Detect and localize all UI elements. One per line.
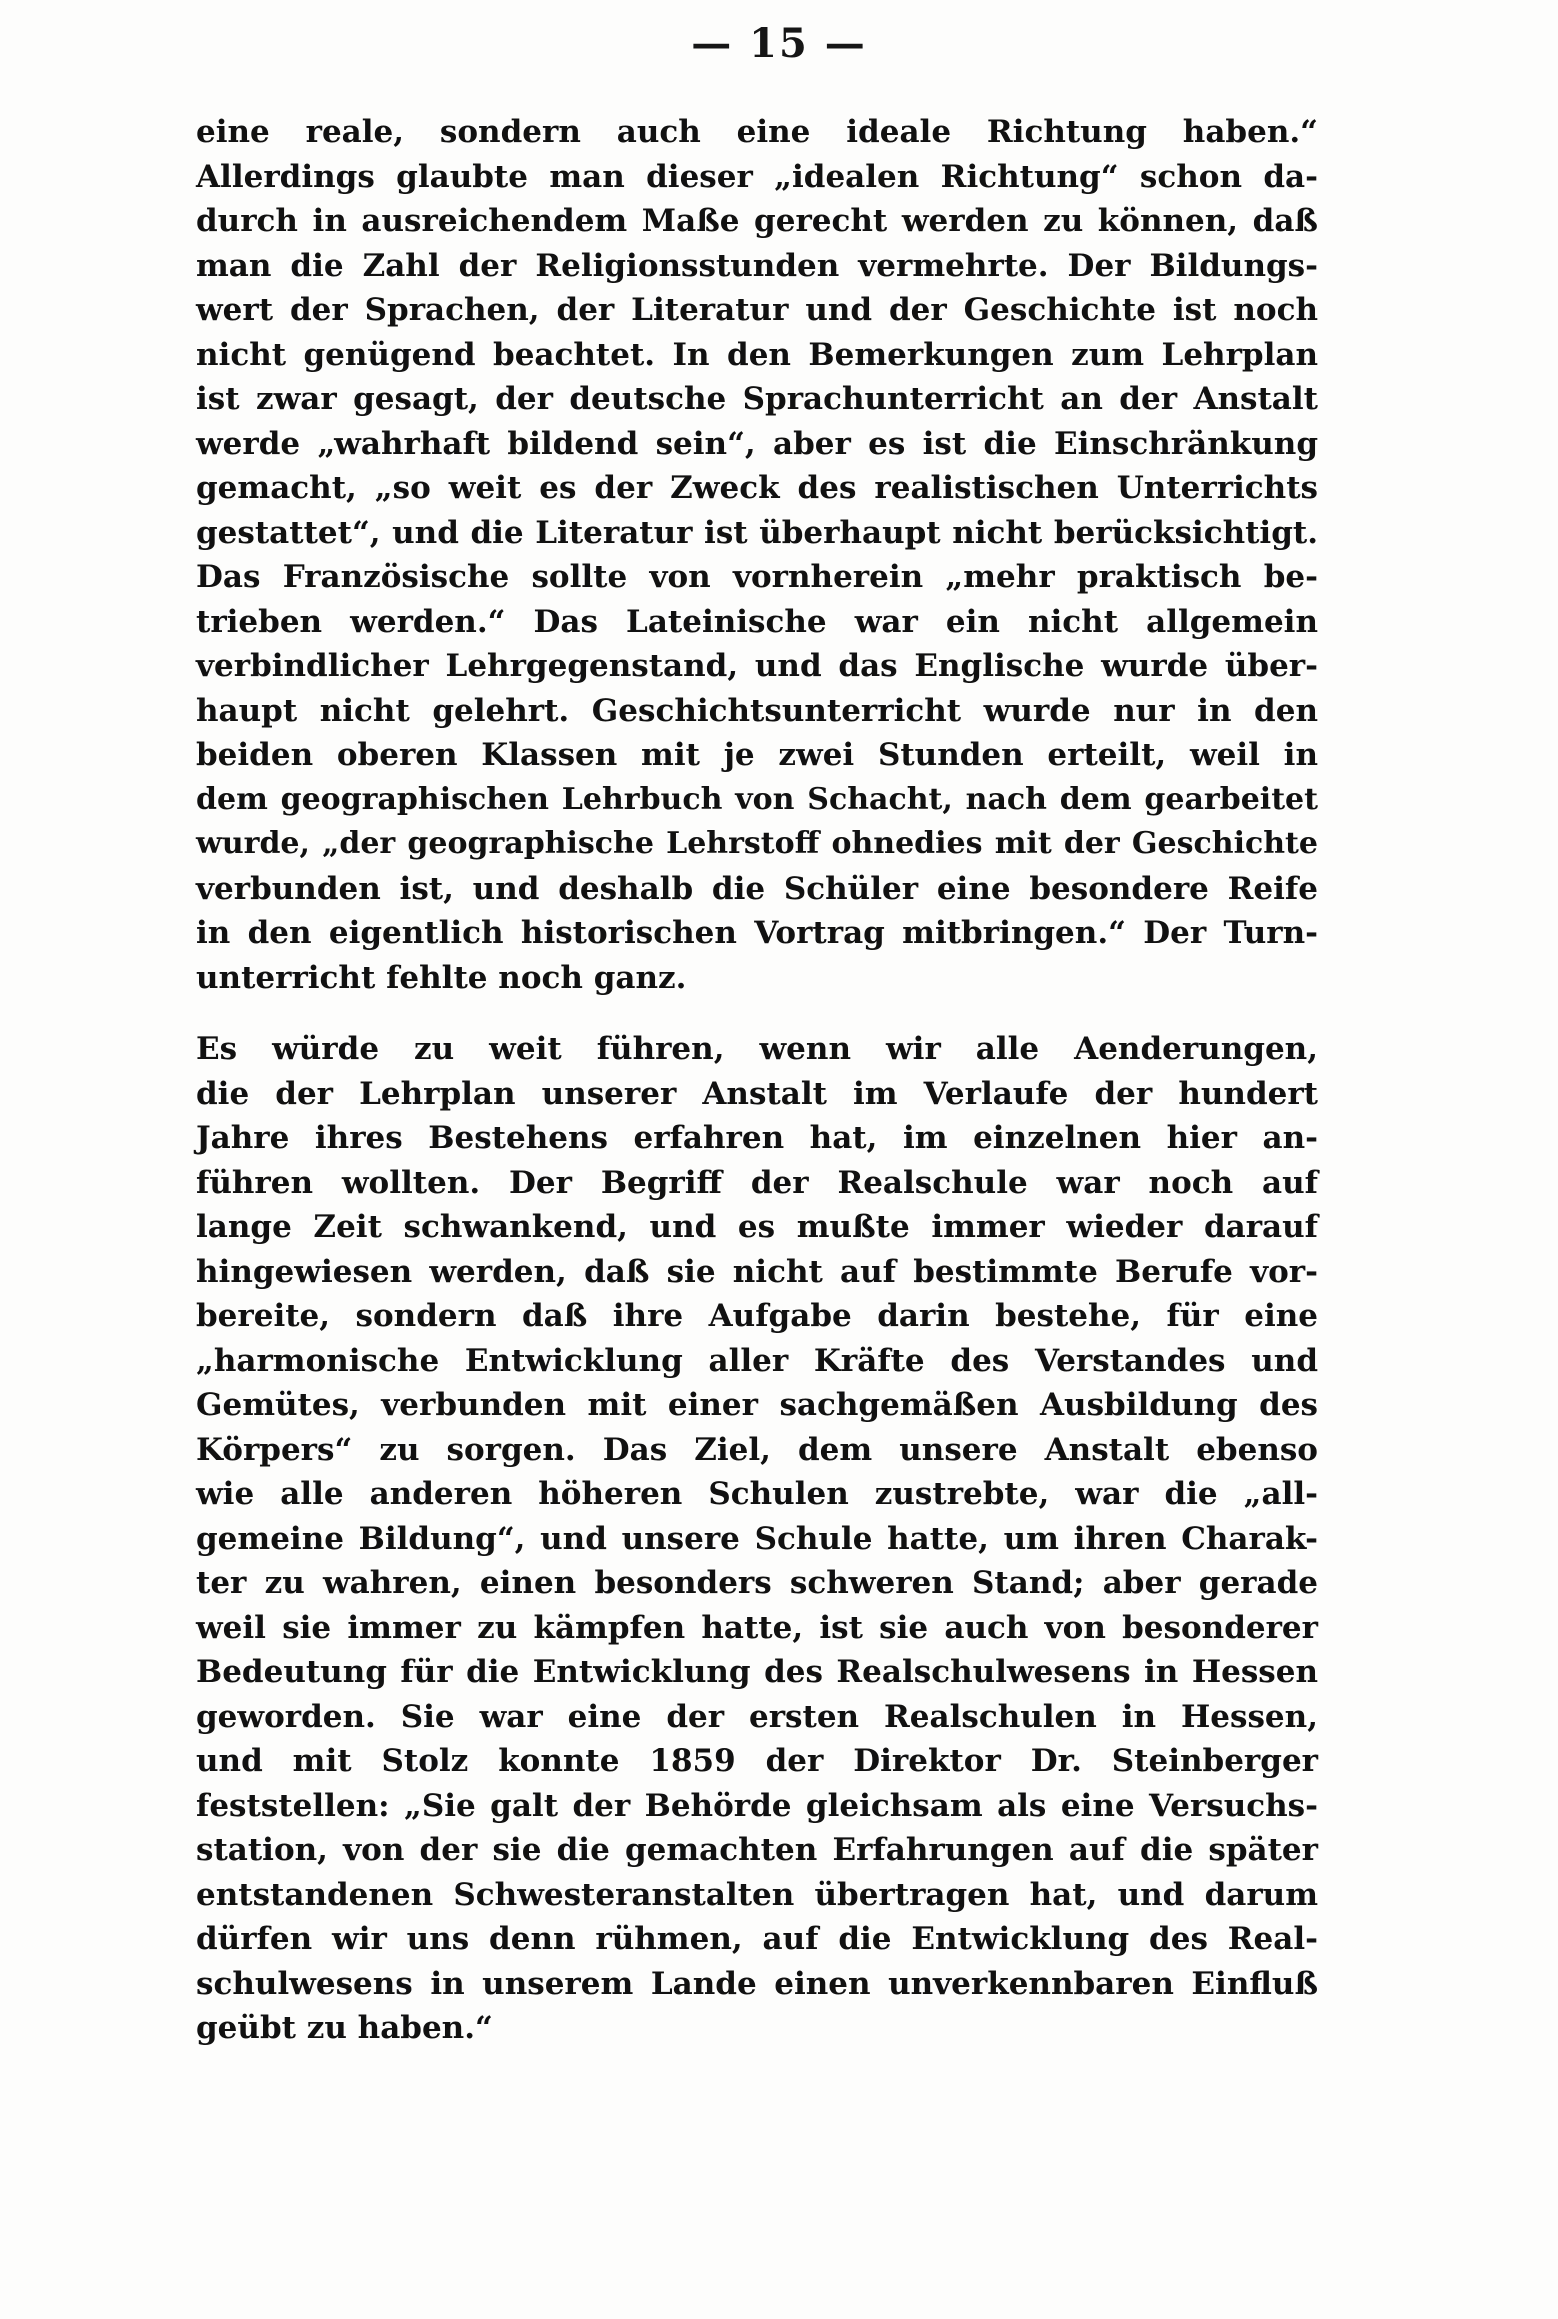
text-line: geübt zu haben.“ bbox=[196, 2010, 493, 2046]
text-line: in den eigentlich historischen Vortrag mitbringen.“ Der Turn- bbox=[196, 915, 1318, 951]
text-line: gestattet“, und die Literatur ist überhaupt nicht berücksichtigt. bbox=[196, 514, 1318, 551]
text-line: gemacht, „so weit es der Zweck des realistischen Unterrichts bbox=[196, 470, 1318, 506]
page-number: — 15 — bbox=[691, 20, 867, 67]
text-line: lange Zeit schwankend, und es mußte immer wieder darauf bbox=[196, 1209, 1318, 1245]
text-line: nicht genügend beachtet. In den Bemerkungen zum Lehrplan bbox=[196, 336, 1318, 373]
text-line: durch in ausreichendem Maße gerecht werden zu können, daß bbox=[196, 203, 1318, 239]
text-line: Das Französische sollte von vornherein „mehr praktisch be- bbox=[196, 559, 1318, 595]
text-line: die der Lehrplan unserer Anstalt im Verlaufe der hundert bbox=[196, 1075, 1318, 1112]
text-line: wie alle anderen höheren Schulen zustrebte, war die „all- bbox=[196, 1476, 1318, 1512]
text-line: werde „wahrhaft bildend sein“, aber es ist die Einschränkung bbox=[196, 425, 1318, 462]
text-line: ist zwar gesagt, der deutsche Sprachunterricht an der Anstalt bbox=[196, 381, 1318, 417]
text-line: wurde, „der geographische Lehrstoff ohnedies mit der Geschichte bbox=[196, 826, 1318, 861]
text-line: ter zu wahren, einen besonders schweren Stand; aber gerade bbox=[196, 1565, 1318, 1601]
text-line: dem geographischen Lehrbuch von Schacht, nach dem gearbeitet bbox=[196, 781, 1318, 817]
body-text bbox=[196, 110, 1318, 2051]
text-line: bereite, sondern daß ihre Aufgabe darin bestehe, für eine bbox=[196, 1298, 1318, 1334]
text-line: unterricht fehlte noch ganz. bbox=[196, 959, 687, 996]
paragraph bbox=[196, 1027, 1318, 2051]
text-line: eine reale, sondern auch eine ideale Richtung haben.“ bbox=[196, 114, 1318, 150]
text-line: Allerdings glaubte man dieser „idealen Richtung“ schon da- bbox=[196, 158, 1318, 195]
text-line: Bedeutung für die Entwicklung des Realschulwesens in Hessen bbox=[196, 1654, 1318, 1690]
text-line: trieben werden.“ Das Lateinische war ein nicht allgemein bbox=[196, 603, 1318, 640]
text-line: Jahre ihres Bestehens erfahren hat, im einzelnen hier an- bbox=[196, 1120, 1318, 1156]
text-line: station, von der sie die gemachten Erfahrungen auf die später bbox=[196, 1832, 1318, 1868]
text-line: und mit Stolz konnte 1859 der Direktor Dr. Steinberger bbox=[196, 1743, 1318, 1779]
text-line: führen wollten. Der Begriff der Realschule war noch auf bbox=[196, 1164, 1318, 1201]
text-line: feststellen: „Sie galt der Behörde gleichsam als eine Versuchs- bbox=[196, 1787, 1318, 1824]
text-line: dürfen wir uns denn rühmen, auf die Entwicklung des Real- bbox=[196, 1921, 1318, 1957]
text-line: weil sie immer zu kämpfen hatte, ist sie auch von besonderer bbox=[196, 1609, 1318, 1646]
text-line: „harmonische Entwicklung aller Kräfte des Verstandes und bbox=[196, 1342, 1318, 1379]
text-line: schulwesens in unserem Lande einen unverkennbaren Einfluß bbox=[196, 1965, 1318, 2002]
text-line: geworden. Sie war eine der ersten Realschulen in Hessen, bbox=[196, 1698, 1318, 1735]
text-line: verbunden ist, und deshalb die Schüler eine besondere Reife bbox=[196, 870, 1318, 907]
text-line: Es würde zu weit führen, wenn wir alle Aenderungen, bbox=[196, 1031, 1318, 1067]
text-line: man die Zahl der Religionsstunden vermehrte. Der Bildungs- bbox=[196, 247, 1318, 284]
text-line: wert der Sprachen, der Literatur und der Geschichte ist noch bbox=[196, 292, 1318, 328]
paragraph-gap bbox=[196, 1000, 1318, 1027]
text-line: verbindlicher Lehrgegenstand, und das Englische wurde über- bbox=[196, 648, 1318, 684]
text-line: entstandenen Schwesteranstalten übertragen hat, und darum bbox=[196, 1876, 1318, 1913]
text-line: gemeine Bildung“, und unsere Schule hatte, um ihren Charak- bbox=[196, 1520, 1318, 1557]
text-line: hingewiesen werden, daß sie nicht auf bestimmte Berufe vor- bbox=[196, 1253, 1318, 1290]
text-line: Körpers“ zu sorgen. Das Ziel, dem unsere Anstalt ebenso bbox=[196, 1431, 1318, 1468]
paragraph bbox=[196, 110, 1318, 1000]
text-line: beiden oberen Klassen mit je zwei Stunden erteilt, weil in bbox=[196, 737, 1318, 773]
text-line: haupt nicht gelehrt. Geschichtsunterricht wurde nur in den bbox=[196, 692, 1318, 729]
text-line: Gemütes, verbunden mit einer sachgemäßen Ausbildung des bbox=[196, 1387, 1318, 1423]
